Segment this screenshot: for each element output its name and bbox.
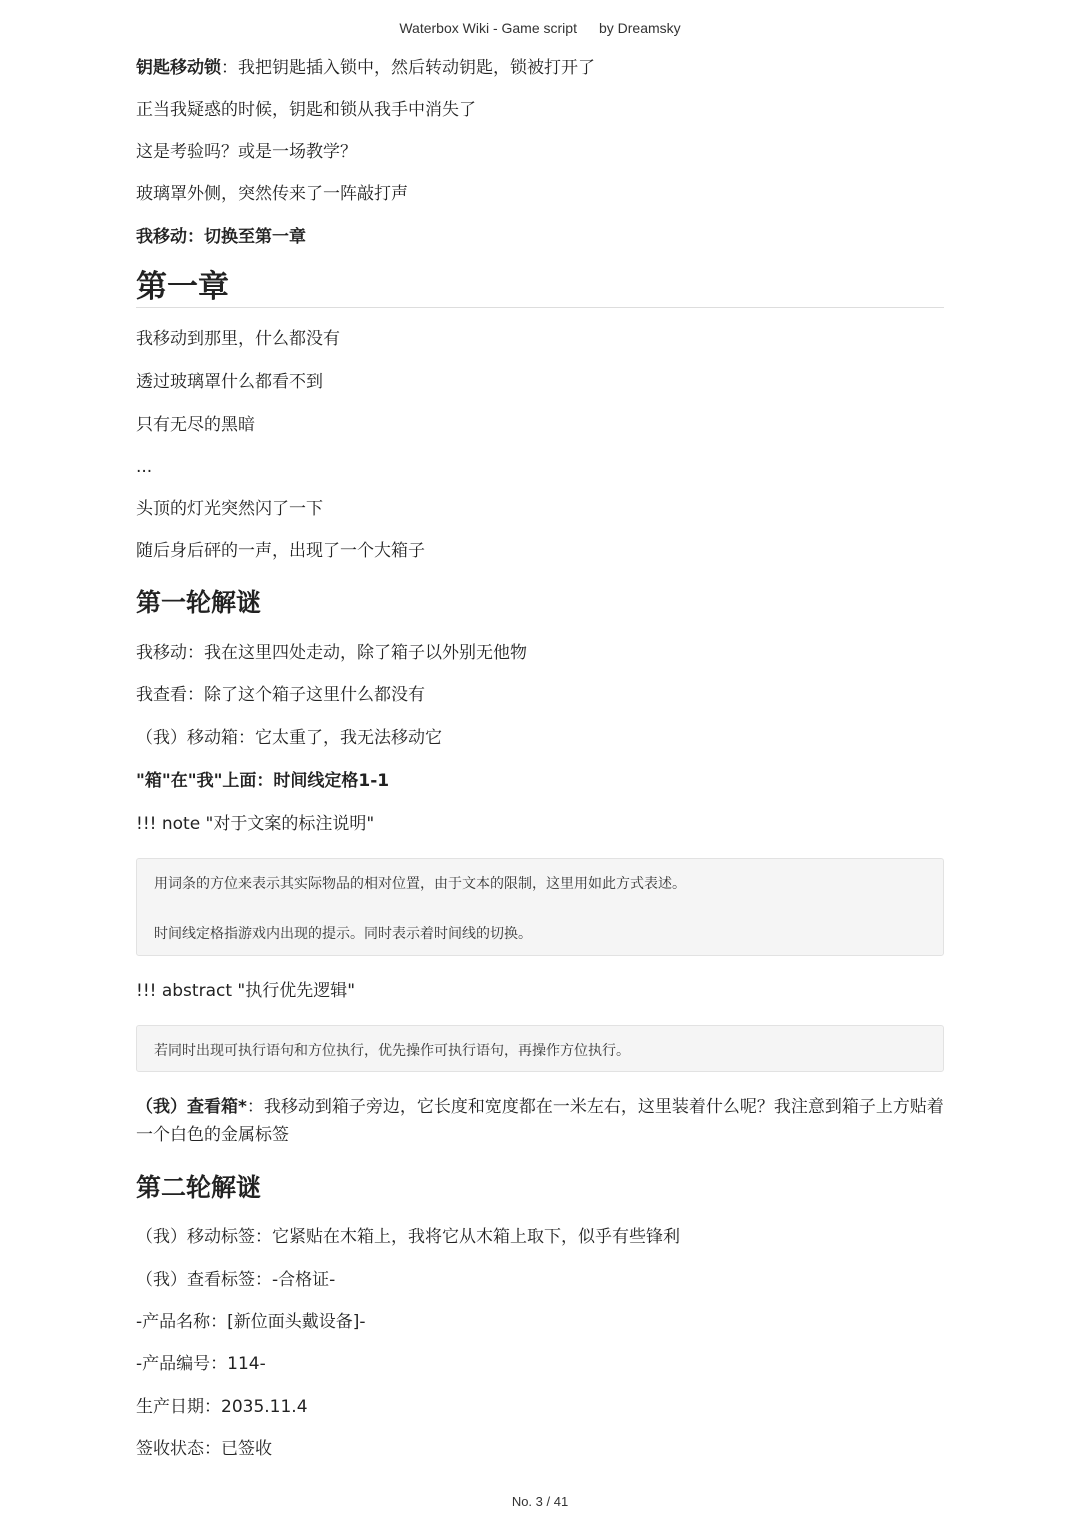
note-text: 用词条的方位来表示其实际物品的相对位置，由于文本的限制，这里用如此方式表述。	[154, 876, 686, 892]
header-title: Waterbox Wiki - Game script	[399, 20, 577, 36]
header-author: by Dreamsky	[598, 20, 681, 36]
paragraph: （我）移动标签：它紧贴在木箱上，我将它从木箱上取下，似乎有些锋利	[136, 1227, 680, 1247]
paragraph: （我）移动箱：它太重了，我无法移动它	[136, 728, 442, 748]
paragraph: -产品名称：[新位面头戴设备]-	[136, 1312, 366, 1332]
section-heading: 第一轮解谜	[136, 588, 262, 617]
paragraph-bold: 我移动：切换至第一章	[136, 227, 306, 247]
note-text: 时间线定格指游戏内出现的提示。同时表示着时间线的切换。	[154, 926, 532, 942]
paragraph: （我）查看标签：-合格证-	[136, 1270, 336, 1290]
paragraph: 生产日期：2035.11.4	[136, 1397, 308, 1417]
paragraph-text: ：我移动到箱子旁边，它长度和宽度都在一米左右，这里装着什么呢？我注意到箱子上方贴着一个白色的金属标签	[136, 1097, 944, 1145]
paragraph: 玻璃罩外侧，突然传来了一阵敲打声	[136, 184, 408, 204]
abstract-text: 若同时出现可执行语句和方位执行，优先操作可执行语句，再操作方位执行。	[154, 1043, 630, 1059]
paragraph: 只有无尽的黑暗	[136, 415, 255, 435]
admonition-note-heading: !!! note "对于文案的标注说明"	[136, 814, 375, 834]
paragraph: 头顶的灯光突然闪了一下	[136, 499, 323, 519]
paragraph: 透过玻璃罩什么都看不到	[136, 372, 323, 392]
paragraph: 正当我疑惑的时候，钥匙和锁从我手中消失了	[136, 100, 476, 120]
paragraph: -产品编号：114-	[136, 1354, 266, 1374]
page-header	[0, 20, 1080, 36]
bold-term: 钥匙移动锁	[136, 58, 221, 78]
section-heading: 第二轮解谜	[136, 1173, 262, 1202]
paragraph: 我移动到那里，什么都没有	[136, 329, 340, 349]
paragraph	[136, 1093, 944, 1149]
paragraph	[136, 57, 944, 79]
page-number: No. 3 / 41	[511, 1494, 569, 1509]
abstract-box	[136, 1025, 944, 1072]
paragraph-bold: "箱"在"我"上面：时间线定格1-1	[136, 771, 390, 791]
bold-term: （我）查看箱*	[136, 1097, 247, 1117]
paragraph: 随后身后砰的一声，出现了一个大箱子	[136, 541, 425, 561]
admonition-abstract-heading: !!! abstract "执行优先逻辑"	[136, 981, 356, 1001]
paragraph: ...	[136, 457, 153, 477]
paragraph: 签收状态：已签收	[136, 1439, 272, 1459]
paragraph: 我移动：我在这里四处走动，除了箱子以外别无他物	[136, 643, 527, 663]
chapter-heading: 第一章	[136, 268, 944, 308]
paragraph: 这是考验吗？或是一场教学？	[136, 142, 357, 162]
note-box	[136, 858, 944, 956]
paragraph-text: ：我把钥匙插入锁中，然后转动钥匙，锁被打开了	[221, 58, 595, 78]
paragraph: 我查看：除了这个箱子这里什么都没有	[136, 685, 425, 705]
